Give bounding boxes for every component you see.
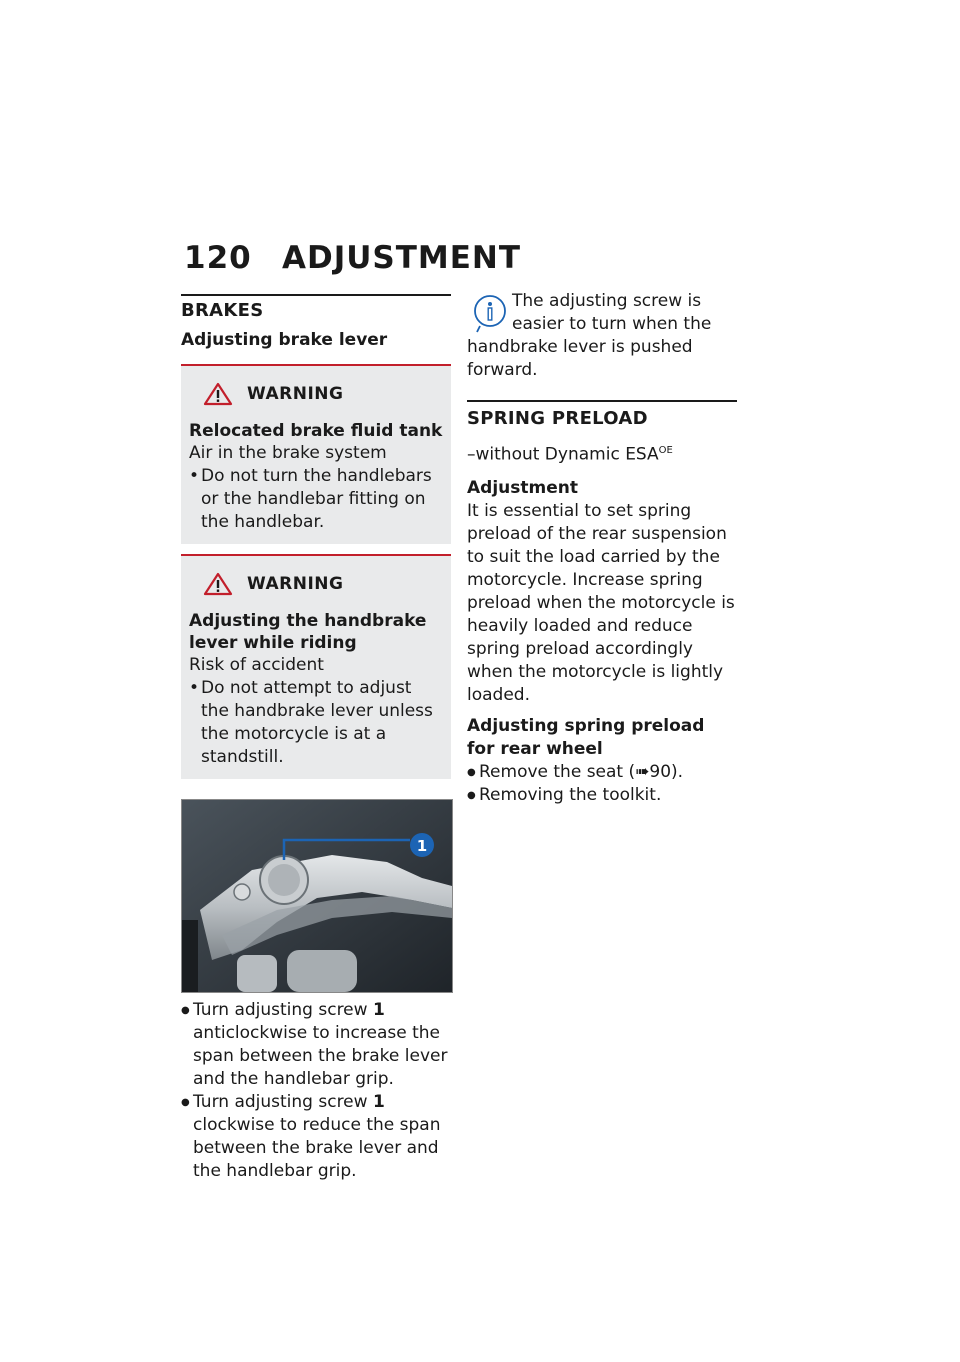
warning-action: • Do not attempt to adjust the handbrake lever unless the motorcycle is at a standstill. [189,677,443,769]
warning-triangle-icon [203,382,233,406]
step-item [181,1091,451,1183]
step-text: anticlockwise to increase the span between the brake lever and the handlebar grip. [193,1023,448,1089]
figure-callout: 1 [416,837,428,855]
spring-preload-steps [467,761,737,807]
info-note [467,290,737,382]
warning-actions [189,677,443,769]
info-icon [473,294,507,334]
warning-heading [203,572,443,596]
warning-box-1 [181,364,451,544]
warning-title: Adjusting the handbrake lever while riding [189,611,427,653]
step-item [467,761,737,784]
brake-lever-steps [181,999,451,1183]
step-text: ). [671,761,684,782]
adjustment-title: Adjustment [467,477,578,498]
step-ref: 1 [372,1000,385,1020]
warning-label: WARNING [247,574,344,594]
warning-heading [203,382,443,406]
section-title-brakes: BRAKES [181,300,264,321]
adjustment-text: It is essential to set spring preload of the rear suspension to suit the load carried by the motorcycle. Increase spring preload when the motorcycle is heavily loaded and reduce spring preload accordingly when the motorcycle is lightly loaded. [467,500,735,705]
page-reference[interactable]: 90 [649,761,672,782]
variant-note [467,439,737,467]
chapter-title: ADJUSTMENT [282,240,522,276]
warning-action: • Do not turn the handlebars or the handlebar fitting on the handlebar. [189,465,443,534]
warning-actions [189,465,443,534]
step-text: Turn adjusting screw [193,1000,373,1020]
warning-triangle-icon [203,572,233,596]
info-text-first: The adjusting screw is easier to turn when the [512,291,712,334]
warning-title: Relocated brake fluid tank [189,421,443,441]
step-text: Remove the seat ( [479,761,636,782]
step-text: clockwise to reduce the span between the brake lever and the handlebar grip. [193,1115,441,1181]
variant-text: –without Dynamic ESA [467,444,659,465]
procedure-title: Adjusting spring preload for rear wheel [467,715,705,759]
subsection-title: Adjusting brake lever [181,330,388,350]
section-rule [181,294,451,296]
section-rule [467,400,737,402]
info-text-rest: handbrake lever is pushed forward. [467,337,693,380]
warning-label: WARNING [247,384,344,404]
warning-box-2 [181,554,451,779]
brake-lever-illustration [182,800,452,992]
left-column [181,294,451,1183]
page-number: 120 [184,240,252,276]
warning-cause: Air in the brake system [189,443,387,463]
step-ref: 1 [372,1092,385,1112]
section-title-spring-preload: SPRING PRELOAD [467,408,648,429]
step-item [181,999,451,1091]
brake-lever-figure [181,799,453,993]
warning-cause: Risk of accident [189,655,324,675]
step-item: ● Removing the toolkit. [467,784,737,807]
page-reference-arrow-icon: ➠ [635,761,650,782]
step-text: Turn adjusting screw [193,1092,373,1112]
right-column [467,290,737,807]
variant-sup: OE [658,445,673,456]
page-header [184,240,521,276]
